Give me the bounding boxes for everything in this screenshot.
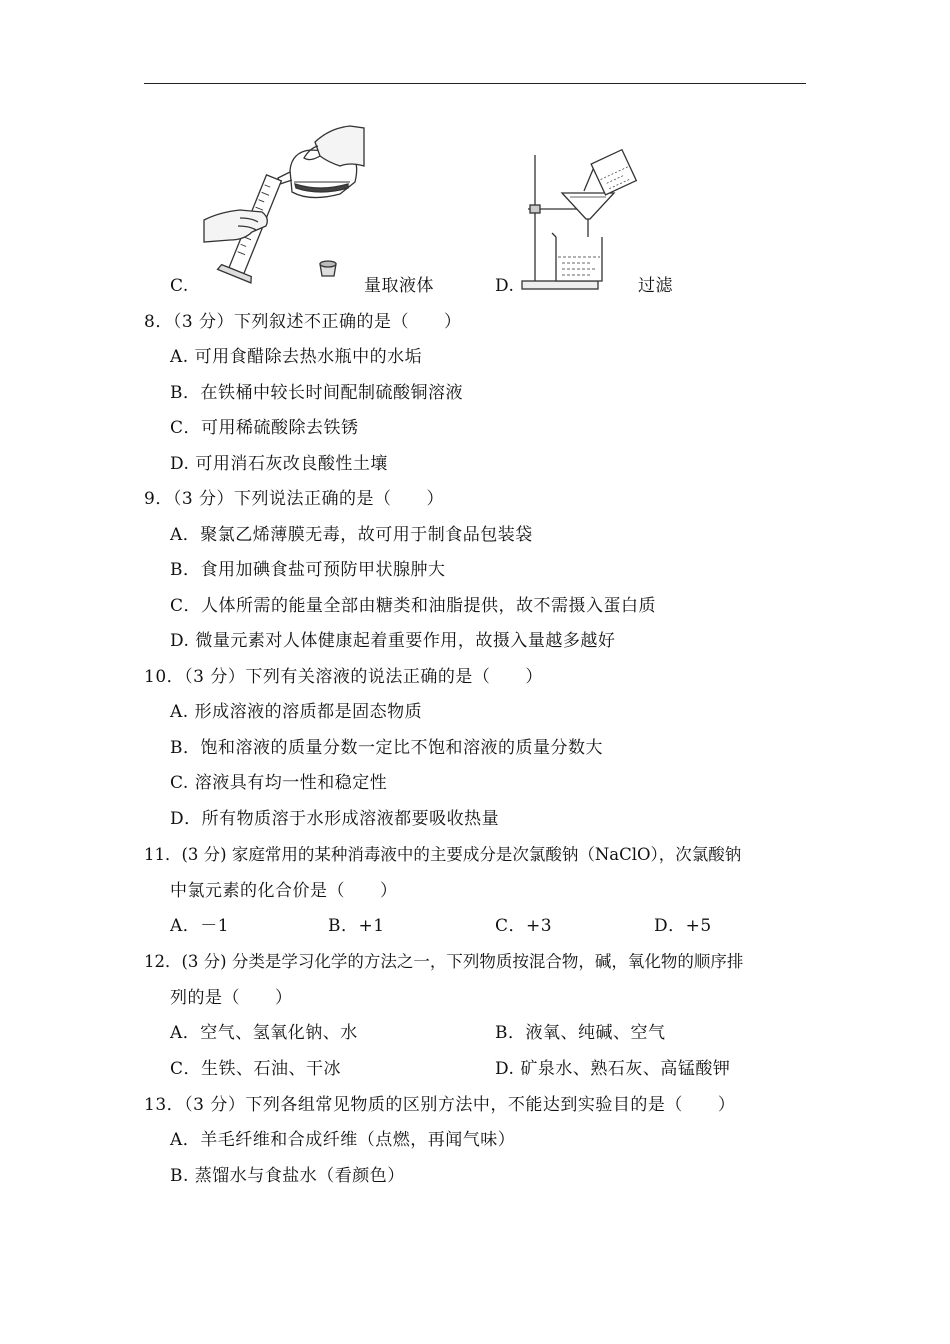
question-11-stem-line1: 11．(3 分) 家庭常用的某种消毒液中的主要成分是次氯酸钠（NaClO），次氯酸钠 (144, 845, 742, 864)
question-8-stem: 8．（3 分）下列叙述不正确的是（ ） (144, 312, 462, 332)
question-8-option-c: C．可用稀硫酸除去铁锈 (170, 418, 359, 438)
question-12-option-a: A．空气、氢氧化钠、水 (170, 1023, 358, 1043)
question-8-option-b: B．在铁桶中较长时间配制硫酸铜溶液 (170, 383, 463, 403)
question-9-option-c: C．人体所需的能量全部由糖类和油脂提供，故不需摄入蛋白质 (170, 596, 657, 616)
question-11-stem-line2: 中氯元素的化合价是（ ） (170, 881, 398, 901)
question-13-option-b: B. 蒸馏水与食盐水（看颜色） (170, 1166, 405, 1186)
question-8-option-d: D. 可用消石灰改良酸性土壤 (170, 454, 388, 474)
question-12-stem-line1: 12．(3 分) 分类是学习化学的方法之一，下列物质按混合物，碱，氧化物的顺序排 (144, 952, 744, 971)
question-12-option-b: B．液氧、纯碱、空气 (495, 1023, 666, 1043)
figure-c-label: C. (170, 276, 189, 296)
question-13-stem: 13．（3 分）下列各组常见物质的区别方法中，不能达到实验目的是（ ） (144, 1095, 736, 1115)
question-10-option-d: D．所有物质溶于水形成溶液都要吸收热量 (170, 809, 500, 829)
question-11-option-a: A．－1 (170, 916, 230, 936)
question-10-option-c: C. 溶液具有均一性和稳定性 (170, 773, 388, 793)
question-10-stem: 10．（3 分）下列有关溶液的说法正确的是（ ） (144, 667, 543, 687)
question-11-option-c: C．+3 (495, 916, 553, 936)
figure-d-label: D. (495, 276, 515, 296)
question-10-option-b: B．饱和溶液的质量分数一定比不饱和溶液的质量分数大 (170, 738, 603, 758)
question-9-option-b: B．食用加碘食盐可预防甲状腺肿大 (170, 560, 446, 580)
question-9-option-a: A．聚氯乙烯薄膜无毒，故可用于制食品包装袋 (170, 525, 533, 545)
question-12-option-c: C．生铁、石油、干冰 (170, 1059, 342, 1079)
question-12-option-d: D. 矿泉水、熟石灰、高锰酸钾 (495, 1059, 731, 1079)
figure-d-caption: 过滤 (638, 276, 673, 296)
question-8-option-a: A. 可用食醋除去热水瓶中的水垢 (170, 347, 423, 367)
question-13-option-a: A．羊毛纤维和合成纤维（点燃，再闻气味） (170, 1130, 516, 1150)
figure-c-caption: 量取液体 (364, 276, 434, 296)
question-9-option-d: D. 微量元素对人体健康起着重要作用，故摄入量越多越好 (170, 631, 616, 651)
header-rule (144, 83, 806, 84)
question-10-option-a: A. 形成溶液的溶质都是固态物质 (170, 702, 423, 722)
question-12-stem-line2: 列的是（ ） (170, 988, 293, 1008)
question-11-option-d: D．+5 (654, 916, 712, 936)
filtration-figure (520, 145, 645, 295)
question-9-stem: 9．（3 分）下列说法正确的是（ ） (144, 489, 445, 509)
question-11-option-b: B．+1 (328, 916, 385, 936)
measuring-liquid-figure (200, 122, 365, 297)
